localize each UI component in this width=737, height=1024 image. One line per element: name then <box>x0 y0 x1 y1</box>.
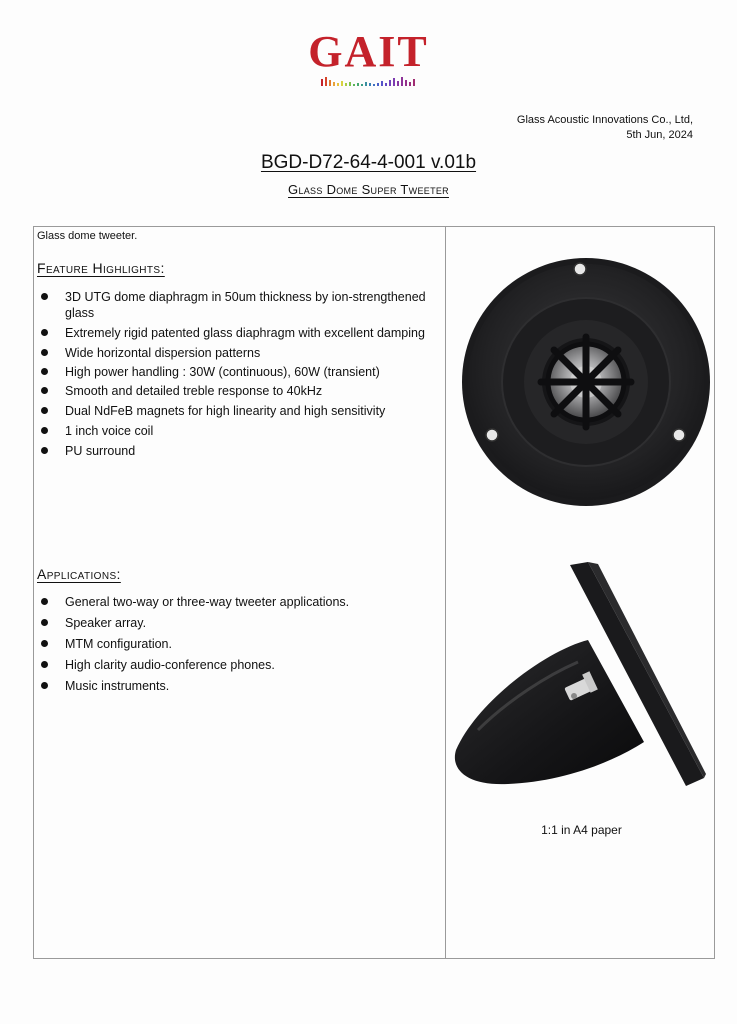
list-item: PU surround <box>37 443 437 459</box>
list-item: 1 inch voice coil <box>37 423 437 439</box>
list-item: Extremely rigid patented glass diaphragm with excellent damping <box>37 325 437 341</box>
logo-equalizer-bars <box>321 76 417 86</box>
features-heading <box>37 260 165 276</box>
applications-list <box>37 594 437 694</box>
list-item: Smooth and detailed treble response to 40kHz <box>37 383 437 399</box>
column-divider <box>445 226 446 959</box>
model-number-text: BGD-D72-64-4-001 v.01b <box>260 152 477 173</box>
applications-heading-text: Applications: <box>37 566 121 582</box>
features-list <box>37 289 437 459</box>
model-number <box>0 152 737 174</box>
list-item: MTM configuration. <box>37 636 437 652</box>
list-item: General two-way or three-way tweeter applications. <box>37 594 437 610</box>
list-item: Wide horizontal dispersion patterns <box>37 345 437 361</box>
tweeter-side-photo <box>448 560 712 800</box>
list-item: Music instruments. <box>37 678 437 694</box>
intro-text: Glass dome tweeter. <box>37 230 138 242</box>
logo <box>0 27 737 86</box>
document-date: 5th Jun, 2024 <box>626 129 693 141</box>
list-item: High clarity audio-conference phones. <box>37 657 437 673</box>
list-item: Dual NdFeB magnets for high linearity and high sensitivity <box>37 403 437 419</box>
features-heading-text: Feature Highlights: <box>37 260 165 276</box>
tweeter-front-photo <box>460 255 712 507</box>
product-subtitle <box>0 182 737 197</box>
list-item: High power handling : 30W (continuous), 60W (transient) <box>37 364 437 380</box>
logo-wordmark: GAIT <box>308 27 429 76</box>
company-name: Glass Acoustic Innovations Co., Ltd, <box>516 114 693 126</box>
image-caption: 1:1 in A4 paper <box>541 823 622 837</box>
company-block <box>517 113 693 143</box>
applications-heading <box>37 566 121 582</box>
product-subtitle-text: Glass Dome Super Tweeter <box>288 182 449 197</box>
list-item: 3D UTG dome diaphragm in 50um thickness by ion-strengthened glass <box>37 289 437 321</box>
list-item: Speaker array. <box>37 615 437 631</box>
